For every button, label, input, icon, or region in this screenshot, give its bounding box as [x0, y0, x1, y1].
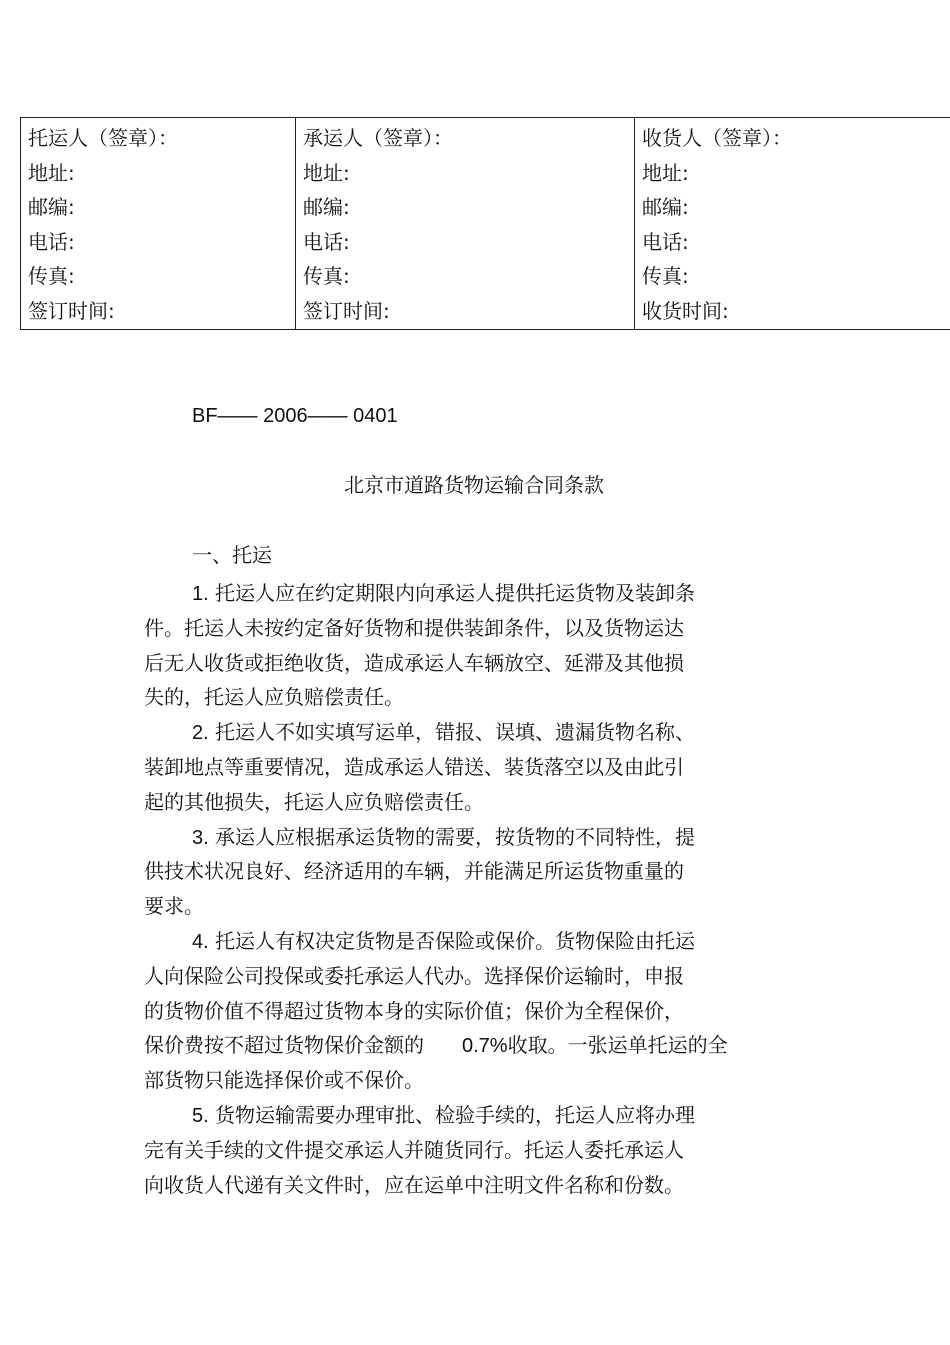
clause-5-line-3: 向收货人代递有关文件时，应在运单中注明文件名称和份数。	[144, 1172, 684, 1197]
consignor-fax-label: 传真:	[28, 264, 75, 289]
consignee-title: 收货人（签章）：	[642, 126, 792, 150]
consignee-phone-label: 电话:	[642, 229, 689, 254]
insurance-rate: 0.7%	[462, 1035, 508, 1058]
carrier-phone-label: 电话:	[303, 229, 350, 254]
clause-4-number: 4.	[192, 930, 209, 953]
clause-3-line-3: 要求。	[144, 894, 204, 919]
consignee-date-label: 收货时间:	[642, 298, 729, 323]
clause-2-number: 2.	[192, 722, 209, 745]
consignor-address-label: 地址:	[28, 160, 75, 185]
consignor-title: 托运人（签章）：	[28, 126, 178, 150]
clause-5-line-1: 5. 货物运输需要办理审批、检验手续的，托运人应将办理	[192, 1102, 696, 1127]
clause-1-line-2: 件。托运人未按约定备好货物和提供装卸条件，以及货物运达	[144, 615, 684, 640]
clause-1-line-4: 失的，托运人应负赔偿责任。	[144, 685, 404, 710]
clause-3-number: 3.	[192, 826, 209, 849]
carrier-date-label: 签订时间:	[303, 298, 390, 323]
clause-1-line-1: 1. 托运人应在约定期限内向承运人提供托运货物及装卸条	[192, 581, 696, 605]
clause-4-line-3: 的货物价值不得超过货物本身的实际价值；保价为全程保价，	[144, 998, 684, 1023]
section-heading-consignment: 一、托运	[192, 543, 272, 567]
consignee-address-label: 地址:	[642, 160, 689, 185]
clause-1-number: 1.	[192, 583, 209, 605]
clause-3-line-2: 供技术状况良好、经济适用的车辆，并能满足所运货物重量的	[144, 859, 684, 884]
carrier-address-label: 地址:	[303, 160, 350, 185]
carrier-fax-label: 传真:	[303, 264, 350, 289]
carrier-title: 承运人（签章）：	[303, 126, 453, 150]
clause-2-line-3: 起的其他损失，托运人应负赔偿责任。	[144, 789, 484, 814]
clause-4-line-4: 保价费按不超过货物保价金额的 0.7%收取。一张运单托运的全	[144, 1033, 728, 1058]
consignee-postcode-label: 邮编:	[642, 195, 689, 220]
clause-5-line-2: 完有关手续的文件提交承运人并随货同行。托运人委托承运人	[144, 1137, 684, 1162]
consignor-phone-label: 电话:	[28, 229, 75, 254]
consignor-date-label: 签订时间:	[28, 298, 115, 323]
clause-1-line-3: 后无人收货或拒绝收货，造成承运人车辆放空、延滞及其他损	[144, 650, 684, 675]
consignee-fax-label: 传真:	[642, 264, 689, 289]
clause-4-line-5: 部货物只能选择保价或不保价。	[144, 1068, 424, 1093]
clause-2-line-1: 2. 托运人不如实填写运单，错报、误填、遗漏货物名称、	[192, 720, 696, 745]
document-title: 北京市道路货物运输合同条款	[344, 473, 604, 497]
document-code: BF—— 2006—— 0401	[192, 405, 398, 427]
consignor-cell	[21, 118, 296, 330]
clause-4-line-2: 人向保险公司投保或委托承运人代办。选择保价运输时，申报	[144, 963, 684, 988]
carrier-cell	[296, 118, 635, 330]
clause-4-line-1: 4. 托运人有权决定货物是否保险或保价。货物保险由托运	[192, 928, 696, 953]
clause-5-number: 5.	[192, 1104, 209, 1127]
clause-2-line-2: 装卸地点等重要情况，造成承运人错送、装货落空以及由此引	[144, 754, 684, 779]
consignee-cell	[635, 118, 950, 330]
clause-3-line-1: 3. 承运人应根据承运货物的需要，按货物的不同特性，提	[192, 824, 696, 849]
signature-table	[20, 117, 950, 330]
consignor-postcode-label: 邮编:	[28, 195, 75, 220]
carrier-postcode-label: 邮编:	[303, 195, 350, 220]
contract-clauses	[144, 576, 784, 1202]
